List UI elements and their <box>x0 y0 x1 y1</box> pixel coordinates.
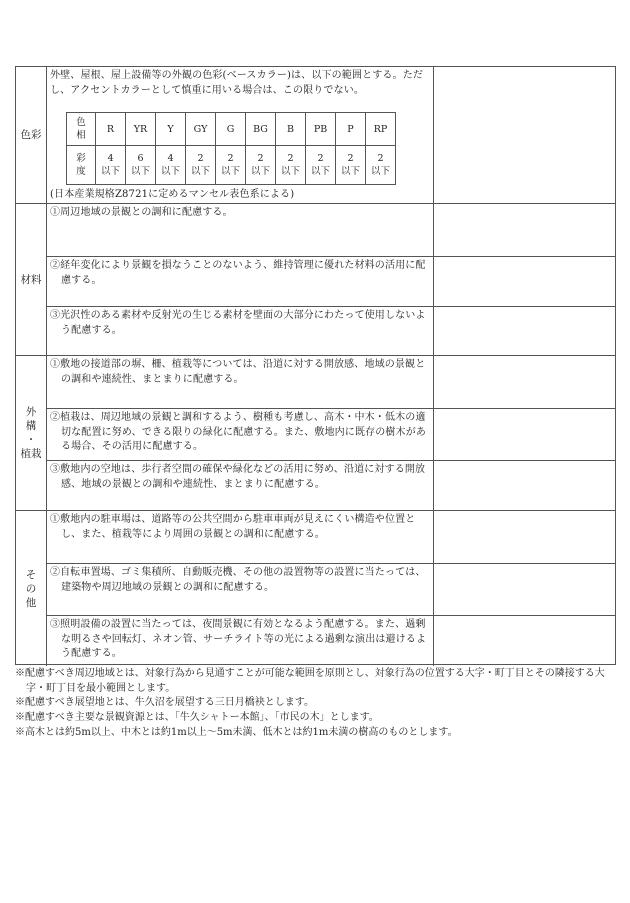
chroma-suffix: 以下 <box>370 166 390 177</box>
exterior-item-text: ③敷地内の空地は、歩行者空間の確保や緑化などの活用に努め、沿道に対する開放感、地域の景観との調和や連続性、まとまりに配慮する。 <box>50 464 426 490</box>
other-item <box>47 563 433 615</box>
guideline-table <box>15 66 616 665</box>
other-check-cell <box>433 511 616 666</box>
chroma-suffix: 以下 <box>280 166 300 177</box>
exterior-label-line4: 植栽 <box>20 448 42 460</box>
chroma-value: 2 <box>287 153 294 164</box>
material-item-text: ③光沢性のある素材や反射光の生じる素材を壁面の大部分にわたって使用しないよう配慮する。 <box>50 310 426 336</box>
chroma-value: 2 <box>197 153 204 164</box>
hue-cell: B <box>276 113 306 146</box>
chroma-value: 6 <box>137 153 144 164</box>
note-surrounding-area: ※配慮すべき周辺地域とは、対象行為から見通すことが可能な範囲を原則とし、対象行為の位置する大字・町丁目とその隣接する大字・町丁目を最小範囲とします。 <box>15 668 605 694</box>
chroma-cell <box>96 146 126 185</box>
hue-header-line2: 相 <box>76 130 86 141</box>
check-subcell <box>434 563 616 615</box>
chroma-value: 4 <box>107 153 114 164</box>
hue-header <box>67 113 96 146</box>
chroma-suffix: 以下 <box>130 166 150 177</box>
hue-header-line1: 色 <box>76 117 86 128</box>
chroma-value: 2 <box>347 153 354 164</box>
check-subcell <box>434 356 616 408</box>
other-item <box>47 511 433 563</box>
hue-cell: P <box>336 113 366 146</box>
other-label <box>16 511 47 666</box>
other-item <box>47 615 433 667</box>
hue-cell: G <box>216 113 246 146</box>
hue-cell: R <box>96 113 126 146</box>
check-subcell <box>434 256 616 306</box>
chroma-value: 2 <box>317 153 324 164</box>
chroma-cell <box>336 146 366 185</box>
chroma-cell <box>156 146 186 185</box>
check-subcell <box>434 511 616 563</box>
chroma-suffix: 以下 <box>310 166 330 177</box>
chroma-value: 2 <box>257 153 264 164</box>
other-label-line3: 他 <box>25 596 37 609</box>
other-items <box>47 511 433 666</box>
chroma-cell <box>216 146 246 185</box>
material-item <box>47 256 433 306</box>
check-subcell <box>434 204 616 256</box>
note-viewpoint: ※配慮すべき展望地とは、牛久沼を展望する三日月橋袂とします。 <box>15 697 314 708</box>
color-footnote: (日本産業規格Z8721に定めるマンセル表色系による) <box>50 189 295 200</box>
exterior-label <box>16 356 47 510</box>
hue-cell: GY <box>186 113 216 146</box>
hue-cell: RP <box>366 113 396 146</box>
material-item-text: ②経年変化により景観を損なうことのないよう、維持管理に優れた材料の活用に配慮する。 <box>50 260 426 286</box>
exterior-check-cell <box>433 356 616 510</box>
hue-cell: Y <box>156 113 186 146</box>
hue-cell: YR <box>126 113 156 146</box>
chroma-value: 2 <box>227 153 234 164</box>
chroma-suffix: 以下 <box>220 166 240 177</box>
other-item-text: ②自転車置場、ゴミ集積所、自動販売機、その他の設置物等の設置に当たっては、建築物や周辺地域の景観との調和に配慮する。 <box>50 567 426 593</box>
material-label: 材料 <box>16 204 47 355</box>
chroma-suffix: 以下 <box>250 166 270 177</box>
chroma-header <box>67 146 96 185</box>
check-subcell <box>434 615 616 667</box>
chroma-suffix: 以下 <box>160 166 180 177</box>
hue-row <box>67 113 396 146</box>
material-item <box>47 306 433 356</box>
chroma-header-line1: 彩 <box>76 153 86 164</box>
other-label-line2: の <box>25 582 37 595</box>
material-item-text: ①周辺地域の景観との調和に配慮する。 <box>50 207 233 218</box>
exterior-item-text: ②植栽は、周辺地域の景観と調和するよう、樹種も考慮し、高木・中木・低木の適切な配置に努め、できる限りの緑化に配慮する。また、敷地内に既存の樹木がある場合、その活用に配慮する。 <box>50 412 426 453</box>
chroma-cell <box>186 146 216 185</box>
color-row <box>16 67 615 203</box>
other-row <box>16 510 615 666</box>
hue-cell: PB <box>306 113 336 146</box>
check-subcell <box>434 460 616 511</box>
exterior-item <box>47 356 433 408</box>
check-subcell <box>434 408 616 460</box>
material-check-cell <box>433 204 616 355</box>
chroma-cell <box>276 146 306 185</box>
chroma-cell <box>366 146 396 185</box>
exterior-item-text: ①敷地の接道部の塀、柵、植栽等については、沿道に対する開放感、地域の景観との調和や連続性、まとまりに配慮する。 <box>50 359 426 385</box>
chroma-suffix: 以下 <box>190 166 210 177</box>
chroma-cell <box>306 146 336 185</box>
chroma-cell <box>246 146 276 185</box>
color-check-cell <box>433 67 616 203</box>
other-label-line1: そ <box>25 568 37 581</box>
other-item-text: ③照明設備の設置に当たっては、夜間景観に有効となるよう配慮する。また、過剰な明るさや回転灯、ネオン管、サーチライト等の光による過剰な演出は避けるよう配慮する。 <box>50 619 427 660</box>
material-item <box>47 204 433 256</box>
color-label: 色彩 <box>16 67 47 203</box>
note-landscape-resources: ※配慮すべき主要な景観資源とは、「牛久シャトー本館」、「市民の木」とします。 <box>15 712 379 723</box>
check-subcell <box>434 306 616 356</box>
color-description: 外壁、屋根、屋上設備等の外観の色彩(ベースカラー)は、以下の範囲とする。ただし、アクセントカラーとして慎重に用いる場合は、この限りでない。 <box>50 70 424 96</box>
note-tree-heights: ※高木とは約5m以上、中木とは約1m以上～5m未満、低木とは約1m未満の樹高のものとします。 <box>15 727 458 738</box>
other-item-text: ①敷地内の駐車場は、道路等の公共空間から駐車車両が見えにくい構造や位置とし、また、植栽等により周囲の景観との調和に配慮する。 <box>50 514 416 540</box>
chroma-value: 4 <box>167 153 174 164</box>
exterior-label-line3: ・ <box>25 434 37 446</box>
chroma-value: 2 <box>377 153 384 164</box>
color-content <box>47 67 433 203</box>
chroma-suffix: 以下 <box>340 166 360 177</box>
exterior-label-line2: 構 <box>25 420 37 432</box>
material-row <box>16 203 615 355</box>
exterior-item <box>47 460 433 511</box>
material-items <box>47 204 433 355</box>
chroma-cell <box>126 146 156 185</box>
hue-cell: BG <box>246 113 276 146</box>
chroma-suffix: 以下 <box>100 166 120 177</box>
chroma-row <box>67 146 396 185</box>
chroma-header-line2: 度 <box>76 166 86 177</box>
exterior-row <box>16 355 615 510</box>
munsell-table <box>66 112 396 185</box>
exterior-items <box>47 356 433 510</box>
exterior-label-line1: 外 <box>25 406 37 418</box>
exterior-item <box>47 408 433 460</box>
